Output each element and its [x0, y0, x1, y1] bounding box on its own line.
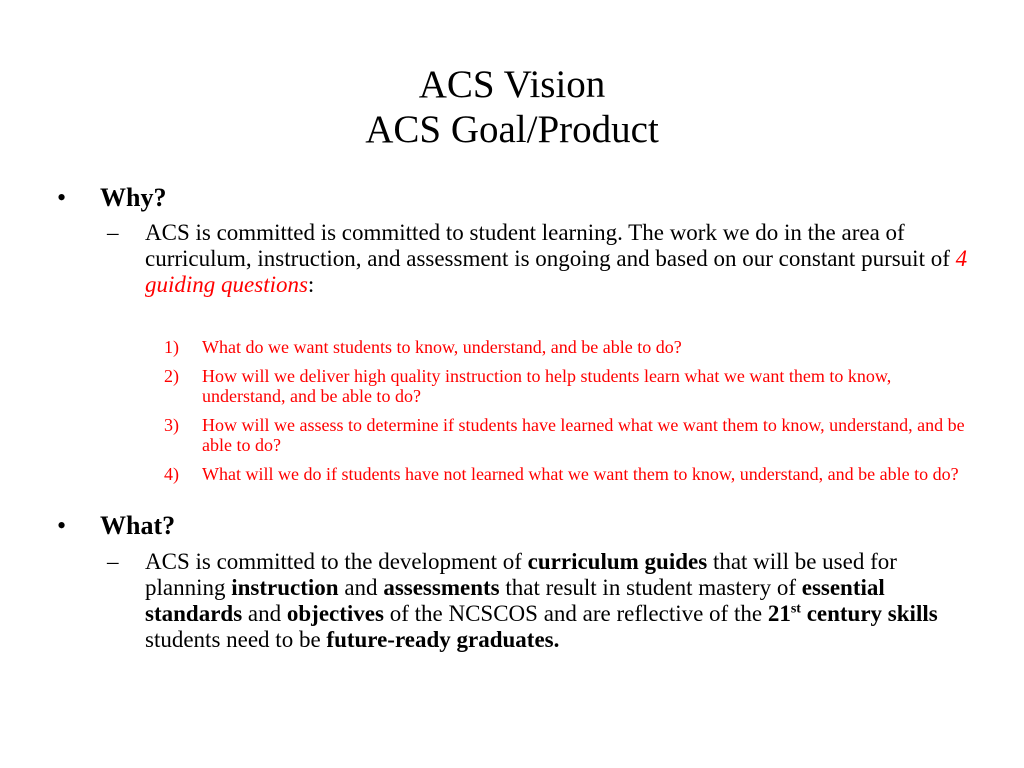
bullet-what-heading: What?	[100, 511, 176, 540]
what-bold: essential standards	[145, 575, 885, 626]
question-text: How will we deliver high quality instruction to help students learn what we want them to know, understand, and be able to do?	[202, 366, 892, 406]
what-bold: assessments	[383, 575, 500, 600]
bullet-icon: •	[57, 183, 67, 212]
what-text: students need to be	[145, 627, 327, 652]
what-bold: future-ready graduates.	[326, 627, 560, 652]
guiding-question	[164, 337, 972, 357]
bullet-why	[57, 183, 167, 213]
bullet-what	[57, 511, 176, 541]
question-text: What do we want students to know, understand, and be able to do?	[202, 337, 682, 357]
dash-icon: –	[107, 220, 119, 245]
why-description	[107, 220, 975, 298]
century-number: 21	[767, 601, 791, 626]
what-text: of the NCSCOS and are reflective of the	[383, 601, 768, 626]
dash-icon: –	[107, 549, 119, 574]
question-number: 1)	[164, 337, 179, 357]
what-bold	[768, 601, 938, 626]
why-text-part2: :	[307, 272, 315, 297]
what-bold: curriculum guides	[527, 549, 708, 574]
guiding-question	[164, 464, 972, 484]
what-text: that result in student mastery of	[499, 575, 802, 600]
title-line-goal: ACS Goal/Product	[365, 108, 659, 151]
what-bold: instruction	[231, 575, 339, 600]
title-line-vision: ACS Vision	[418, 63, 606, 106]
why-text-highlight: 4 guiding questions	[145, 246, 968, 297]
question-number: 4)	[164, 464, 179, 484]
century-text: century skills	[800, 601, 938, 626]
what-text: that will be used for planning	[145, 549, 897, 600]
slide-title	[0, 62, 1024, 152]
what-bold: objectives	[286, 601, 384, 626]
question-number: 2)	[164, 366, 179, 386]
bullet-why-heading: Why?	[100, 183, 167, 212]
question-text: What will we do if students have not learned what we want them to know, understand, and be able to do?	[202, 464, 959, 484]
century-superscript: st	[790, 601, 801, 617]
guiding-question	[164, 366, 972, 406]
bullet-icon: •	[57, 511, 67, 540]
question-number: 3)	[164, 415, 179, 435]
what-text: and	[242, 601, 287, 626]
why-text-part1: ACS is committed is committed to student learning. The work we do in the area of curriculum, instruction, and assessment is ongoing and based on our constant pursuit of	[145, 220, 956, 271]
question-text: How will we assess to determine if students have learned what we want them to know, understand, and be able to do?	[202, 415, 965, 455]
what-text: and	[338, 575, 384, 600]
guiding-questions-list	[164, 337, 972, 493]
what-description	[107, 549, 975, 653]
guiding-question	[164, 415, 972, 455]
what-text: ACS is committed to the development of	[145, 549, 528, 574]
